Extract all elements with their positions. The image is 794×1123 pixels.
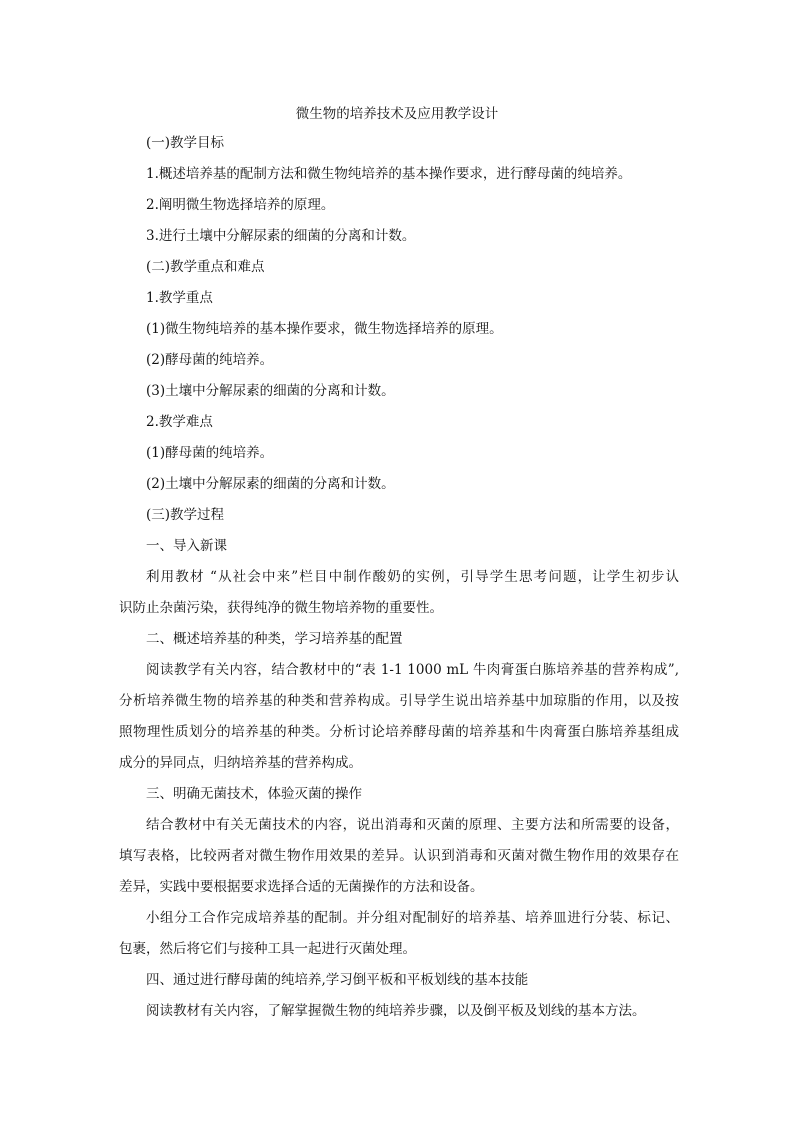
paragraph-line: 分析培养微生物的培养基的种类和营养构成。引导学生说出培养基中加琼脂的作用，以及按 bbox=[119, 693, 679, 709]
paragraph-line: 包裹，然后将它们与接种工具一起进行灭菌处理。 bbox=[119, 941, 416, 957]
paragraph-line: 阅读教材有关内容，了解掌握微生物的纯培养步骤，以及倒平板及划线的基本方法。 bbox=[146, 1003, 646, 1019]
paragraph-line: 成分的异同点，归纳培养基的营养构成。 bbox=[119, 755, 362, 771]
paragraph bbox=[119, 567, 679, 618]
paragraph bbox=[119, 815, 679, 897]
paragraph-line: 识防止杂菌污染，获得纯净的微生物培养物的重要性。 bbox=[119, 600, 443, 616]
key-point-item: (3)土壤中分解尿素的细菌的分离和计数。 bbox=[146, 383, 395, 399]
section-heading-objectives: (一)教学目标 bbox=[146, 135, 225, 151]
key-point-item: (2)酵母菌的纯培养。 bbox=[146, 352, 274, 368]
objective-item: 2.阐明微生物选择培养的原理。 bbox=[146, 197, 335, 213]
difficulty-item: (1)酵母菌的纯培养。 bbox=[146, 445, 274, 461]
paragraph-line: 阅读教学有关内容，结合教材中的“表 1-1 1000 mL 牛肉膏蛋白胨培养基的营养构成”, bbox=[146, 662, 679, 678]
paragraph-line: 照物理性质划分的培养基的种类。分析讨论培养酵母菌的培养基和牛肉膏蛋白胨培养基组成 bbox=[119, 724, 679, 740]
paragraph-line: 利用教材 “从社会中来”栏目中制作酸奶的实例，引导学生思考问题，让学生初步认 bbox=[146, 569, 679, 585]
step-heading: 二、概述培养基的种类，学习培养基的配置 bbox=[146, 631, 403, 647]
step-heading: 四、通过进行酵母菌的纯培养,学习倒平板和平板划线的基本技能 bbox=[146, 972, 529, 988]
section-heading-key-points: (二)教学重点和难点 bbox=[146, 259, 265, 275]
key-point-item: (1)微生物纯培养的基本操作要求，微生物选择培养的原理。 bbox=[146, 321, 503, 337]
paragraph bbox=[119, 908, 679, 959]
paragraph-line: 填写表格，比较两者对微生物作用效果的差异。认识到消毒和灭菌对微生物作用的效果存在 bbox=[119, 848, 679, 864]
subheading-difficulties: 2.教学难点 bbox=[146, 414, 213, 430]
paragraph bbox=[119, 1001, 679, 1021]
document-body bbox=[119, 133, 679, 1032]
paragraph-line: 小组分工合作完成培养基的配制。并分组对配制好的培养基、培养皿进行分装、标记、 bbox=[146, 910, 679, 926]
step-heading: 三、明确无菌技术，体验灭菌的操作 bbox=[146, 786, 362, 802]
objective-item: 1.概述培养基的配制方法和微生物纯培养的基本操作要求，进行酵母菌的纯培养。 bbox=[146, 166, 632, 182]
document-title: 微生物的培养技术及应用教学设计 bbox=[295, 106, 499, 122]
paragraph-line: 差异，实践中要根据要求选择合适的无菌操作的方法和设备。 bbox=[119, 879, 484, 895]
step-heading: 一、导入新课 bbox=[146, 538, 227, 554]
paragraph-line: 结合教材中有关无菌技术的内容，说出消毒和灭菌的原理、主要方法和所需要的设备， bbox=[146, 817, 679, 833]
difficulty-item: (2)土壤中分解尿素的细菌的分离和计数。 bbox=[146, 476, 395, 492]
subheading-key-points: 1.教学重点 bbox=[146, 290, 213, 306]
section-heading-process: (三)教学过程 bbox=[146, 507, 225, 523]
objective-item: 3.进行土壤中分解尿素的细菌的分离和计数。 bbox=[146, 228, 416, 244]
paragraph bbox=[119, 660, 679, 773]
